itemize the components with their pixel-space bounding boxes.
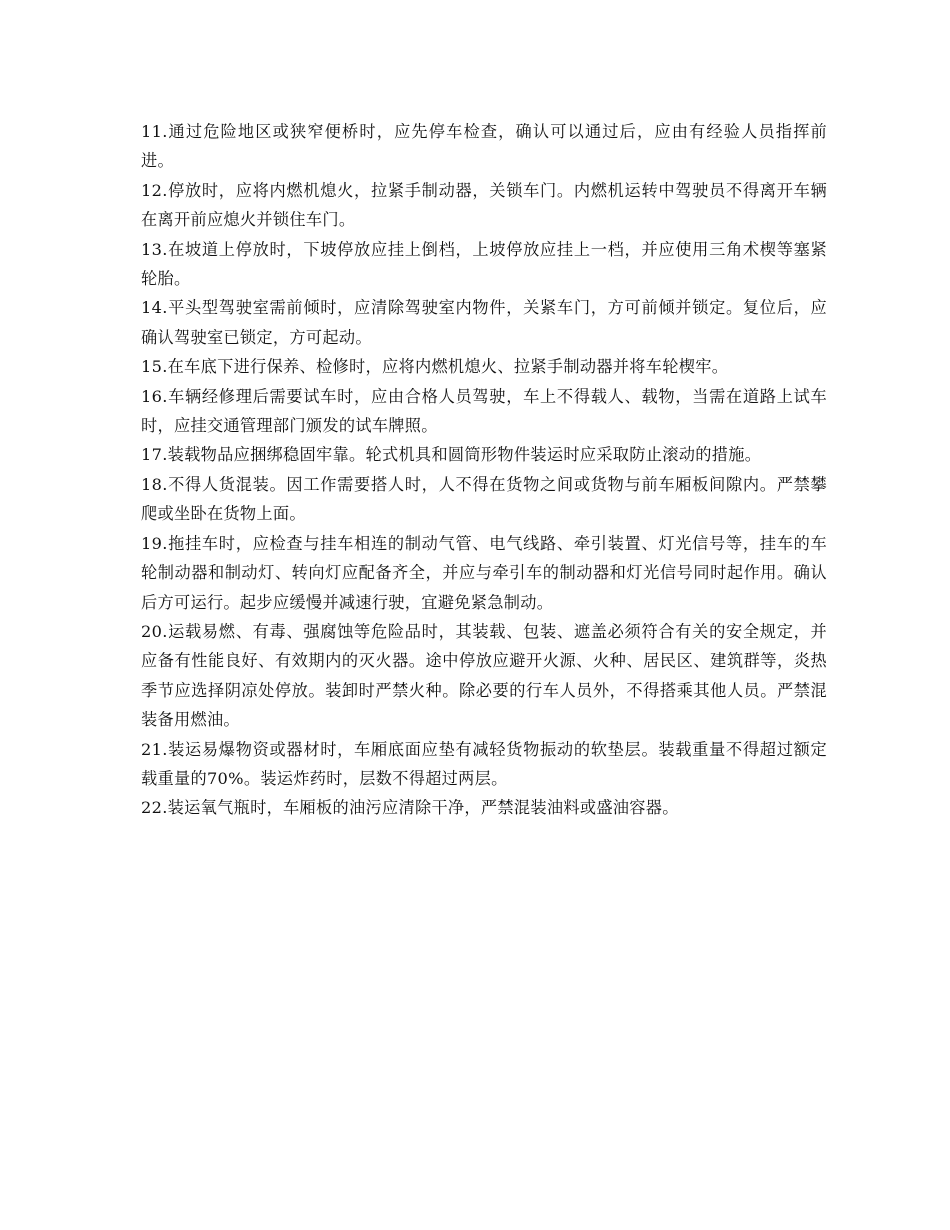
- clause-22: 22.装运氧气瓶时，车厢板的油污应清除干净，严禁混装油料或盛油容器。: [141, 798, 679, 818]
- clause-20: 20.运载易燃、有毒、强腐蚀等危险品时，其装载、包装、遮盖必须符合有关的安全规定，并应备有性能良好、有效期内的灭火器。途中停放应避开火源、火种、居民区、建筑群等，炎热季节应选择阴凉处停放。装卸时严禁火种。除必要的行车人员外，不得搭乘其他人员。严禁混装备用燃油。: [141, 621, 827, 730]
- clause-21: 21.装运易爆物资或器材时，车厢底面应垫有减轻货物振动的软垫层。装载重量不得超过额定载重量的70%。装运炸药时，层数不得超过两层。: [141, 739, 827, 788]
- document-body: [141, 117, 827, 823]
- clause-14: 14.平头型驾驶室需前倾时，应清除驾驶室内物件，关紧车门，方可前倾并锁定。复位后，应确认驾驶室已锁定，方可起动。: [141, 298, 827, 347]
- clause-18: 18.不得人货混装。因工作需要搭人时，人不得在货物之间或货物与前车厢板间隙内。严禁攀爬或坐卧在货物上面。: [141, 474, 827, 524]
- clause-12: 12.停放时，应将内燃机熄火，拉紧手制动器，关锁车门。内燃机运转中驾驶员不得离开车辆在离开前应熄火并锁住车门。: [141, 180, 827, 230]
- clause-11: 11.通过危险地区或狭窄便桥时，应先停车检查，确认可以通过后，应由有经验人员指挥前进。: [141, 122, 827, 171]
- clause-13: 13.在坡道上停放时，下坡停放应挂上倒档，上坡停放应挂上一档，并应使用三角术楔等塞紧轮胎。: [141, 239, 827, 289]
- clause-15: 15.在车底下进行保养、检修时，应将内燃机熄火、拉紧手制动器并将车轮楔牢。: [141, 357, 729, 377]
- clause-19: 19.拖挂车时，应检查与挂车相连的制动气管、电气线路、牵引装置、灯光信号等，挂车的车轮制动器和制动灯、转向灯应配备齐全，并应与牵引车的制动器和灯光信号同时起作用。确认后方可运行。起步应缓慢并减速行驶，宜避免紧急制动。: [141, 533, 827, 612]
- clause-17: 17.装载物品应捆绑稳固牢靠。轮式机具和圆筒形物件装运时应采取防止滚动的措施。: [141, 445, 762, 465]
- clause-16: 16.车辆经修理后需要试车时，应由合格人员驾驶，车上不得载人、载物，当需在道路上试车时，应挂交通管理部门颁发的试车牌照。: [141, 386, 827, 436]
